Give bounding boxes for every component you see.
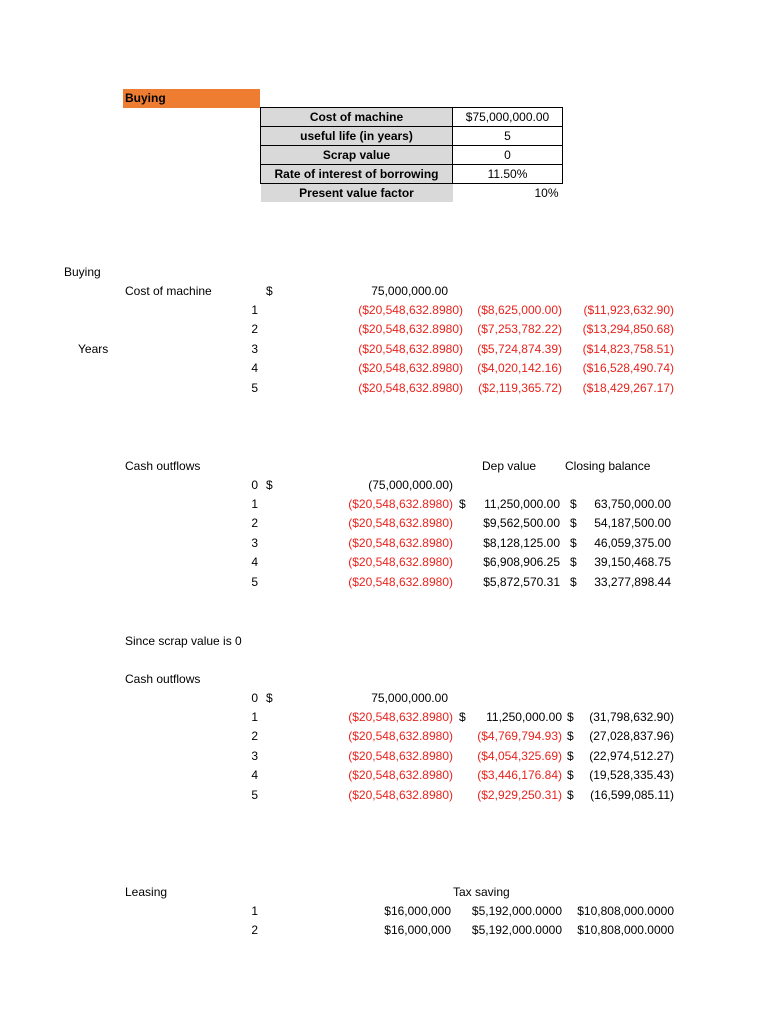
dep-value: $6,908,906.25 (483, 555, 560, 570)
row-index: 0 (251, 478, 258, 492)
cash-outflows-title-2: Cash outflows (125, 672, 201, 686)
balance-dollar: $ (567, 787, 574, 802)
param-value: 0 (453, 146, 563, 165)
payment-value: ($20,548,632.8980) (348, 787, 453, 802)
closing-value: 63,750,000.00 (594, 497, 671, 511)
row0-dollar: $ (266, 478, 273, 492)
lease-payment: $16,000,000 (384, 904, 451, 918)
payment-value: ($20,548,632.8980) (348, 768, 453, 783)
interest-value: ($8,625,000.00) (477, 303, 562, 317)
param-label: Rate of interest of borrowing (261, 165, 453, 184)
balance-dollar: $ (567, 768, 574, 783)
row-index: 2 (251, 322, 258, 337)
payment-value: ($20,548,632.8980) (358, 303, 463, 317)
tax-shield-value: 11,250,000.00 (486, 710, 562, 724)
net-cost-value: $10,808,000.0000 (577, 923, 674, 938)
param-value: 5 (453, 127, 563, 146)
row-index: 1 (251, 904, 258, 918)
dep-dollar: $ (459, 497, 466, 511)
row-index: 3 (251, 341, 258, 356)
param-value: $75,000,000.00 (453, 108, 563, 127)
payment-value: ($20,548,632.8980) (348, 535, 453, 550)
payment-value: ($20,548,632.8980) (348, 729, 453, 744)
balance-value: (19,528,335.43) (589, 768, 674, 783)
param-label: Cost of machine (261, 108, 453, 127)
row-index: 2 (251, 923, 258, 938)
lease-payment: $16,000,000 (384, 923, 451, 938)
balance-value: (22,974,512.27) (589, 748, 674, 763)
param-label: Scrap value (261, 146, 453, 165)
param-row (261, 127, 563, 146)
cash-outflows-title: Cash outflows (125, 459, 201, 473)
row-index: 1 (251, 497, 258, 511)
balance-value: (31,798,632.90) (589, 710, 674, 724)
dep-value-header: Dep value (482, 459, 537, 473)
param-label: Present value factor (261, 184, 453, 203)
balance-dollar: $ (567, 748, 574, 763)
row-index: 4 (251, 361, 258, 376)
tax-saving-value: $5,192,000.0000 (471, 904, 562, 918)
closing-value: 46,059,375.00 (594, 535, 671, 550)
years-label: Years (78, 342, 109, 356)
payment-value: ($20,548,632.8980) (358, 361, 463, 376)
balance-dollar: $ (567, 729, 574, 744)
param-row (261, 184, 563, 203)
dep-value: $8,128,125.00 (483, 535, 560, 550)
cost-of-machine-value: 75,000,000.00 (371, 284, 448, 298)
row0-value: 75,000,000.00 (371, 691, 448, 705)
cost-dollar-sign: $ (266, 284, 273, 298)
tax-saving-header: Tax saving (453, 885, 510, 899)
row-index: 1 (251, 710, 258, 724)
row-index: 4 (251, 555, 258, 570)
tax-shield-value: ($4,054,325.69) (477, 748, 562, 763)
dep-value: 11,250,000.00 (484, 497, 560, 511)
row-index: 3 (251, 748, 258, 763)
leasing-title: Leasing (125, 885, 168, 899)
param-label: useful life (in years) (261, 127, 453, 146)
balance-value: (16,599,085.11) (590, 787, 674, 802)
closing-dollar: $ (570, 497, 577, 511)
param-value: 11.50% (453, 165, 563, 184)
row0-value: (75,000,000.00) (368, 478, 453, 492)
payment-value: ($20,548,632.8980) (358, 322, 463, 337)
section-buying-title: Buying (64, 265, 101, 279)
row-index: 2 (251, 729, 258, 744)
dep-value: $9,562,500.00 (483, 516, 560, 531)
cost-of-machine-label: Cost of machine (125, 284, 212, 298)
tax-saving-value: $5,192,000.0000 (471, 923, 562, 938)
closing-dollar: $ (570, 516, 577, 531)
principal-value: ($11,923,632.90) (583, 303, 674, 317)
row-index: 3 (251, 535, 258, 550)
payment-value: ($20,548,632.8980) (348, 748, 453, 763)
closing-dollar: $ (570, 574, 577, 589)
payment-value: ($20,548,632.8980) (348, 555, 453, 570)
net-cost-value: $10,808,000.0000 (577, 904, 674, 918)
payment-value: ($20,548,632.8980) (348, 497, 453, 511)
closing-value: 54,187,500.00 (594, 516, 671, 531)
balance-value: (27,028,837.96) (589, 729, 674, 744)
row-index: 4 (251, 768, 258, 783)
row-index: 2 (251, 516, 258, 531)
scrap-note: Since scrap value is 0 (125, 634, 242, 648)
closing-value: 39,150,468.75 (594, 555, 671, 570)
row-index: 5 (251, 787, 258, 802)
payment-value: ($20,548,632.8980) (348, 710, 453, 724)
dep-value: $5,872,570.31 (483, 574, 560, 589)
tax-shield-value: ($3,446,176.84) (477, 768, 562, 783)
row0-dollar: $ (266, 691, 273, 705)
param-row (261, 108, 563, 127)
principal-value: ($14,823,758.51) (582, 341, 674, 356)
row-index: 1 (251, 303, 258, 317)
row-index: 5 (251, 380, 258, 395)
dep-dollar: $ (459, 710, 466, 724)
closing-value: 33,277,898.44 (594, 574, 671, 589)
tax-shield-value: ($4,769,794.93) (477, 729, 562, 744)
closing-dollar: $ (570, 535, 577, 550)
principal-value: ($16,528,490.74) (582, 361, 674, 376)
principal-value: ($13,294,850.68) (582, 322, 674, 337)
param-row (261, 146, 563, 165)
closing-dollar: $ (570, 555, 577, 570)
row-index: 5 (251, 574, 258, 589)
payment-value: ($20,548,632.8980) (358, 380, 463, 395)
param-value: 10% (534, 186, 559, 200)
row-index: 0 (251, 691, 258, 705)
payment-value: ($20,548,632.8980) (358, 341, 463, 356)
principal-value: ($18,429,267.17) (582, 380, 674, 395)
interest-value: ($4,020,142.16) (477, 361, 562, 376)
param-row (261, 165, 563, 184)
payment-value: ($20,548,632.8980) (348, 574, 453, 589)
payment-value: ($20,548,632.8980) (348, 516, 453, 531)
interest-value: ($5,724,874.39) (477, 341, 562, 356)
buying-tag: Buying (123, 89, 260, 108)
interest-value: ($7,253,782.22) (477, 322, 562, 337)
interest-value: ($2,119,365.72) (478, 380, 562, 395)
parameters-table (260, 107, 563, 202)
closing-balance-header: Closing balance (565, 459, 651, 473)
tax-shield-value: ($2,929,250.31) (477, 787, 562, 802)
balance-dollar: $ (567, 710, 574, 724)
